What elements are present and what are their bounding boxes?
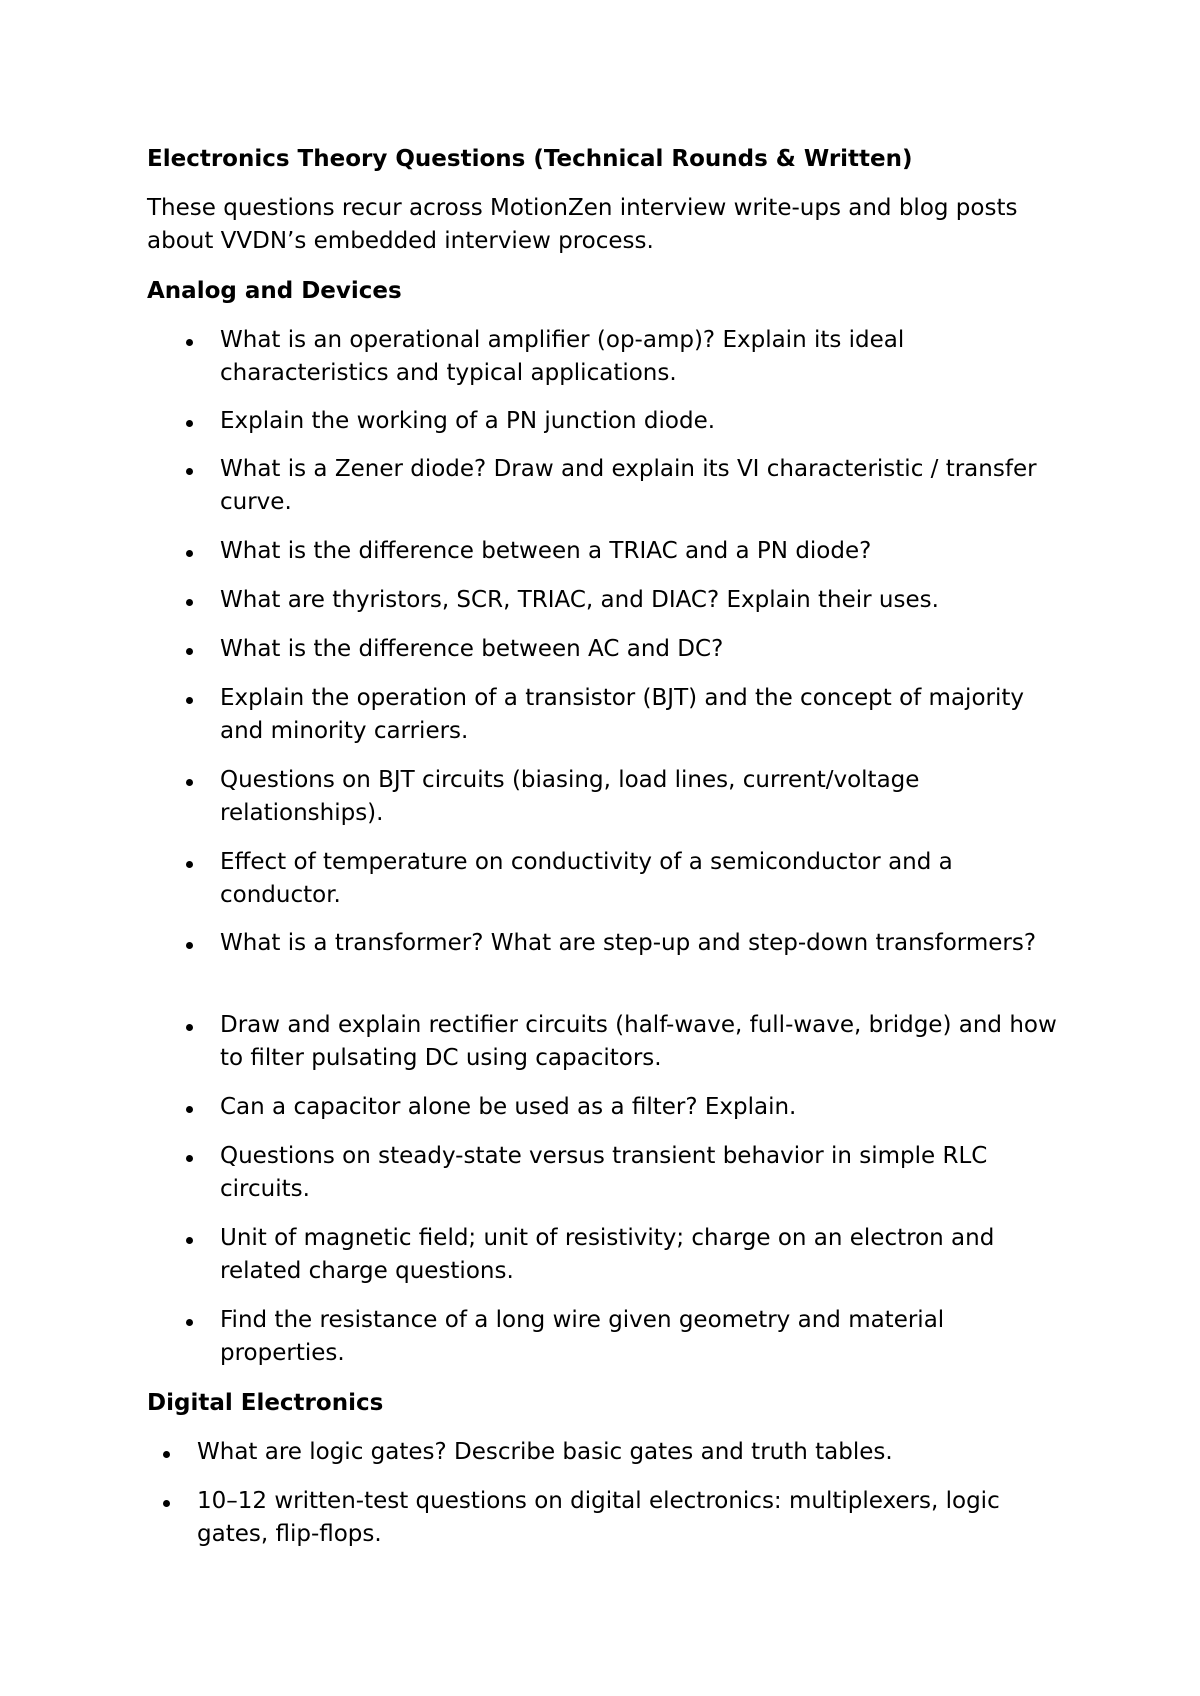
list-item: What are logic gates? Describe basic gates and truth tables. (163, 1436, 1063, 1469)
document-title: Electronics Theory Questions (Technical Rounds & Written) (147, 146, 913, 172)
list-item: Draw and explain rectifier circuits (half-wave, full-wave, bridge) and how to filter pulsating DC using capacitors. (186, 1009, 1066, 1075)
bullet-dot-icon (186, 1319, 193, 1326)
list-item: Questions on steady-state versus transient behavior in simple RLC circuits. (186, 1140, 1066, 1206)
list-item: Unit of magnetic field; unit of resistivity; charge on an electron and related charge questions. (186, 1222, 1066, 1288)
list-item: What is a Zener diode? Draw and explain its VI characteristic / transfer curve. (186, 453, 1066, 519)
bullet-dot-icon (186, 550, 193, 557)
bullet-dot-icon (186, 861, 193, 868)
list-item: Find the resistance of a long wire given geometry and material properties. (186, 1304, 1066, 1370)
bullet-dot-icon (186, 697, 193, 704)
list-item: Questions on BJT circuits (biasing, load lines, current/voltage relationships). (186, 764, 1066, 830)
bullet-dot-icon (163, 1451, 170, 1458)
list-item: What is a transformer? What are step-up and step-down transformers? (186, 927, 1066, 960)
bullet-dot-icon (186, 420, 193, 427)
bullet-dot-icon (186, 1155, 193, 1162)
list-item: 10–12 written-test questions on digital electronics: multiplexers, logic gates, flip-flops. (163, 1485, 1063, 1551)
list-item: Effect of temperature on conductivity of a semiconductor and a conductor. (186, 846, 1066, 912)
bullet-dot-icon (186, 1024, 193, 1031)
bullet-dot-icon (163, 1500, 170, 1507)
bullet-dot-icon (186, 648, 193, 655)
intro-paragraph: These questions recur across MotionZen interview write-ups and blog posts about VVDN’s embedded interview process. (147, 195, 1018, 254)
bullet-dot-icon (186, 599, 193, 606)
list-item: What are thyristors, SCR, TRIAC, and DIAC? Explain their uses. (186, 584, 1066, 617)
bullet-dot-icon (186, 339, 193, 346)
list-item: What is the difference between AC and DC? (186, 633, 1066, 666)
section-heading-analog: Analog and Devices (147, 278, 402, 304)
bullet-dot-icon (186, 1237, 193, 1244)
bullet-dot-icon (186, 468, 193, 475)
list-item: Explain the operation of a transistor (BJT) and the concept of majority and minority carriers. (186, 682, 1066, 748)
list-item: Explain the working of a PN junction diode. (186, 405, 1066, 438)
bullet-dot-icon (186, 1106, 193, 1113)
bullet-dot-icon (186, 779, 193, 786)
list-item: What is an operational amplifier (op-amp)? Explain its ideal characteristics and typical applications. (186, 324, 1066, 390)
bullet-dot-icon (186, 942, 193, 949)
list-item: What is the difference between a TRIAC and a PN diode? (186, 535, 1066, 568)
section-heading-digital: Digital Electronics (147, 1390, 384, 1416)
list-item: Can a capacitor alone be used as a filter? Explain. (186, 1091, 1066, 1124)
